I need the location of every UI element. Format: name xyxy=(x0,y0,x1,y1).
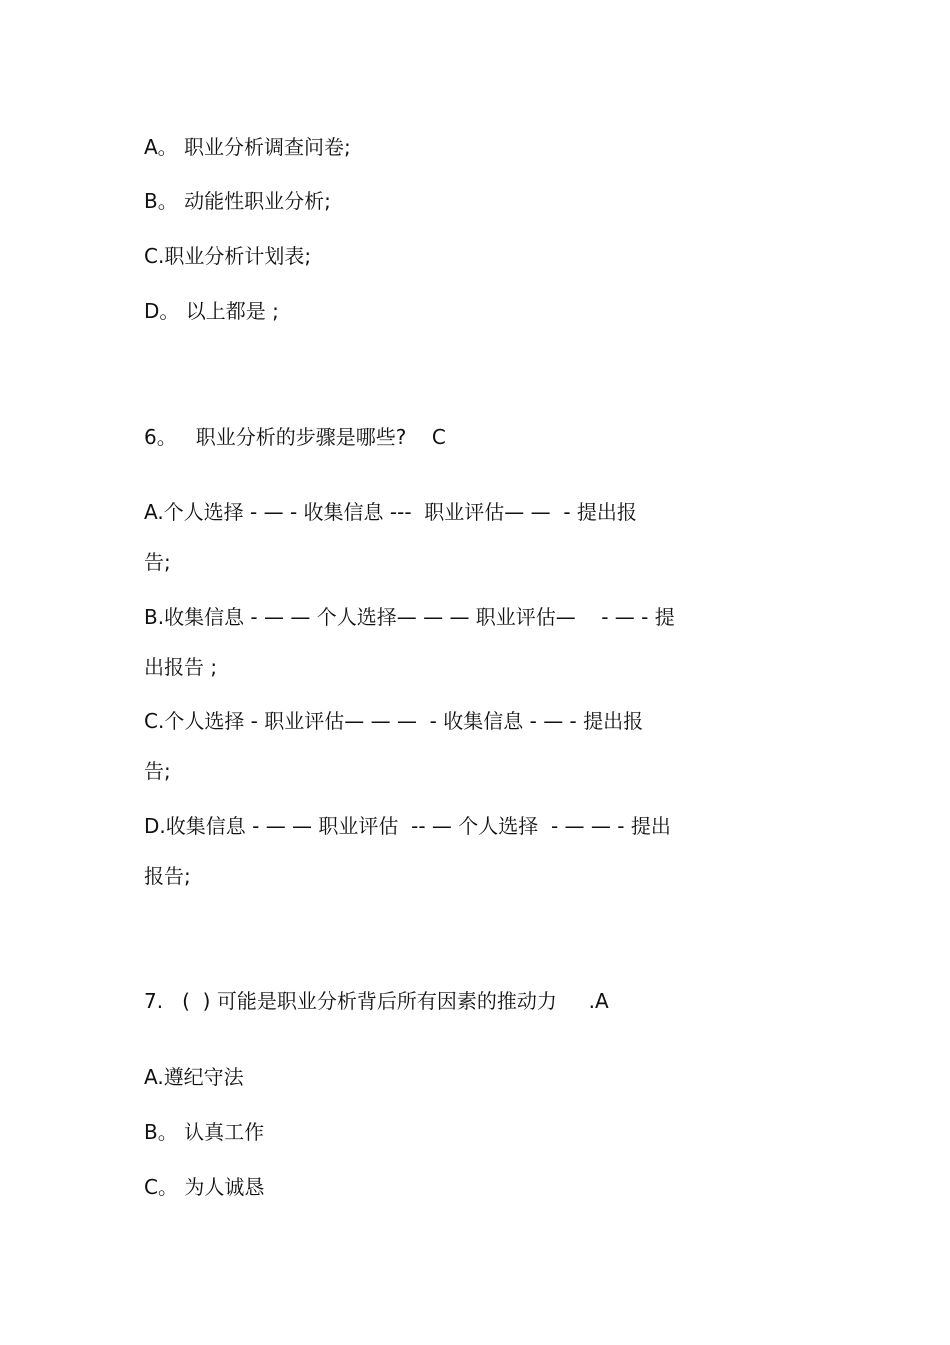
q5-option-c: C.职业分析计划表; xyxy=(144,244,312,268)
q7-question: 7. ( ) 可能是职业分析背后所有因素的推动力 .A xyxy=(144,989,609,1013)
q6-question: 6。 职业分析的步骤是哪些? C xyxy=(144,425,446,449)
q6-option-a-line1: A.个人选择 - — - 收集信息 --- 职业评估— — - 提出报 xyxy=(144,500,637,524)
q5-option-d: D。 以上都是 ; xyxy=(144,299,279,323)
q7-option-a: A.遵纪守法 xyxy=(144,1065,244,1089)
q6-option-b-line2: 出报告 ; xyxy=(144,655,218,679)
q5-option-a: A。 职业分析调查问卷; xyxy=(144,135,351,159)
q6-option-d-line1: D.收集信息 - — — 职业评估 -- — 个人选择 - — — - 提出 xyxy=(144,814,671,838)
q7-option-c: C。 为人诚恳 xyxy=(144,1175,265,1199)
q6-option-b-line1: B.收集信息 - — — 个人选择— — — 职业评估— - — - 提 xyxy=(144,605,675,629)
q6-option-c-line2: 告; xyxy=(144,759,171,783)
q7-option-b: B。 认真工作 xyxy=(144,1120,265,1144)
q5-option-b: B。 动能性职业分析; xyxy=(144,189,331,213)
q6-option-d-line2: 报告; xyxy=(144,864,191,888)
q6-option-a-line2: 告; xyxy=(144,550,171,574)
q6-option-c-line1: C.个人选择 - 职业评估— — — - 收集信息 - — - 提出报 xyxy=(144,709,644,733)
